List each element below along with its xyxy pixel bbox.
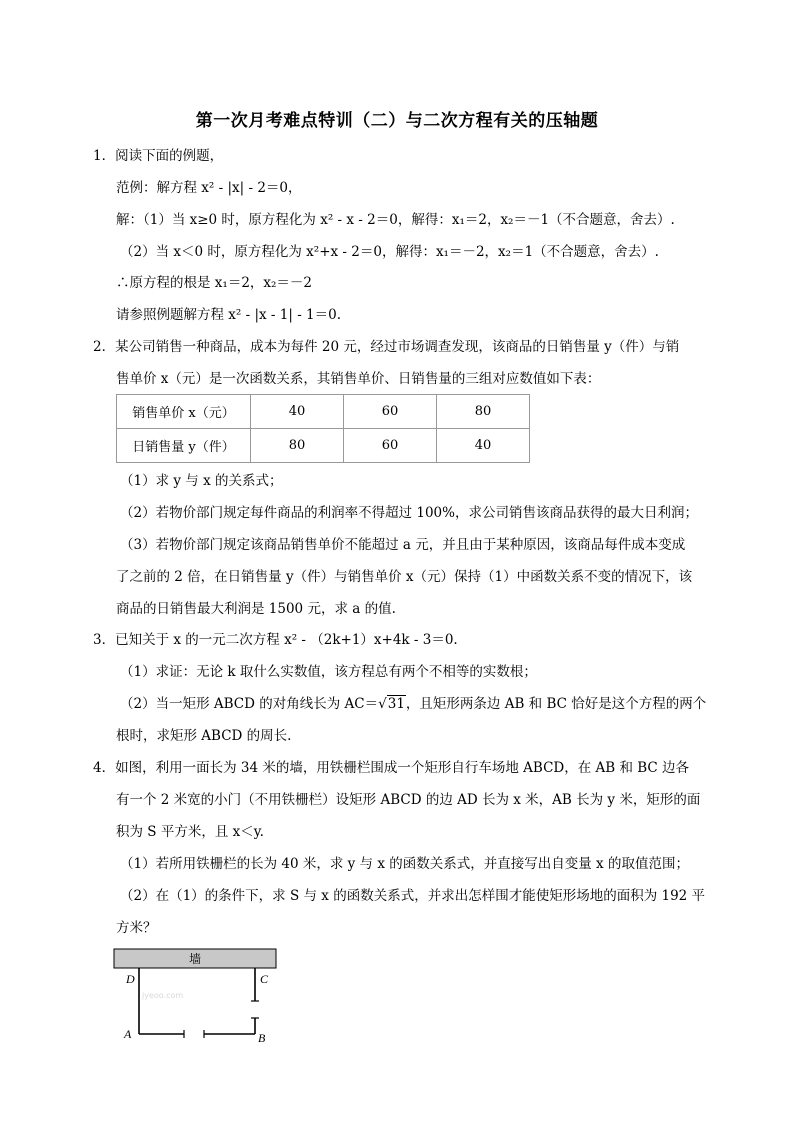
q1-example-prefix: 范例：解方程 — [116, 180, 202, 196]
q3-part2-line1 — [120, 694, 706, 714]
label-b: B — [258, 1031, 266, 1045]
table-cell: 80 — [437, 395, 530, 429]
wall-label: 墙 — [188, 952, 202, 966]
q1-example-equation: x² - |x| - 2＝0， — [201, 180, 302, 196]
table-cell: 60 — [344, 395, 437, 429]
watermark: jyeoo.com — [142, 991, 184, 1000]
q3-line1 — [93, 630, 458, 650]
q2-part3-line1: （3）若物价部门规定该商品销售单价不能超过 a 元，并且由于某种原因，该商品每件成本变成 — [120, 537, 686, 553]
q1-task: 请参照例题解方程 x² - |x - 1| - 1＝0. — [116, 307, 342, 323]
q3-part2-line2: 根时，求矩形 ABCD 的周长. — [116, 728, 292, 744]
q1-solution-case1: 解：（1）当 x≥0 时，原方程化为 x² - x - 2＝0，解得：x₁＝2，x₂＝－1（不合题意，舍去）. — [116, 212, 675, 228]
table-row — [117, 395, 530, 429]
table-cell: 60 — [344, 429, 437, 463]
q4-line1 — [93, 758, 689, 778]
q2-line1 — [93, 337, 679, 357]
q2-line2: 售单价 x（元）是一次函数关系，其销售单价、日销售量的三组对应数值如下表： — [116, 371, 601, 387]
table-cell: 40 — [437, 429, 530, 463]
q4-part2-line1: （2）在（1）的条件下，求 S 与 x 的函数关系式，并求出怎样围才能使矩形场地的面积为 192 平 — [120, 888, 706, 904]
q2-number: 2． — [93, 339, 116, 355]
label-d: D — [126, 972, 135, 986]
q4-line3: 积为 S 平方米，且 x＜y. — [116, 824, 264, 840]
q1-roots: ∴原方程的根是 x₁＝2，x₂＝－2 — [116, 275, 313, 291]
table-header-quantity: 日销售量 y（件） — [117, 429, 251, 463]
q1-solution-case2: （2）当 x＜0 时，原方程化为 x²+x - 2＝0，解得：x₁＝－2，x₂＝1（不合题意，舍去）. — [120, 244, 659, 260]
q1-intro — [93, 146, 223, 166]
table-cell: 40 — [251, 395, 344, 429]
bike-yard-diagram — [112, 946, 282, 1046]
q2-part2: （2）若物价部门规定每件商品的利润率不得超过 100%，求公司销售该商品获得的最大日利润； — [120, 505, 698, 521]
sales-table — [116, 394, 530, 463]
q3-part2-post: ，且矩形两条边 AB 和 BC 恰好是这个方程的两个 — [405, 696, 707, 712]
q3-part2-pre: （2）当一矩形 ABCD 的对角线长为 AC＝ — [120, 696, 379, 712]
q3-line1-text: 已知关于 x 的一元二次方程 x² - （2k+1）x+4k - 3＝0. — [115, 632, 458, 648]
table-row — [117, 429, 530, 463]
q2-line1-text: 某公司销售一种商品，成本为每件 20 元，经过市场调查发现，该商品的日销售量 y（件）与销 — [115, 339, 680, 355]
table-header-price: 销售单价 x（元） — [117, 395, 251, 429]
label-a: A — [124, 1027, 132, 1041]
q1-intro-text: 阅读下面的例题， — [115, 148, 224, 164]
q4-line1-text: 如图，利用一面长为 34 米的墙，用铁栅栏围成一个矩形自行车场地 ABCD，在 AB 和 BC 边各 — [115, 760, 690, 776]
q3-part1: （1）求证：无论 k 取什么实数值，该方程总有两个不相等的实数根； — [120, 664, 537, 680]
q4-line2: 有一个 2 米宽的小门（不用铁栅栏）设矩形 ABCD 的边 AD 长为 x 米，AB 长为 y 米，矩形的面 — [116, 792, 701, 808]
q4-part2-line2: 方米？ — [116, 920, 157, 936]
q2-part3-line2: 了之前的 2 倍，在日销售量 y（件）与销售单价 x（元）保持（1）中函数关系不变的情况下，该 — [116, 569, 693, 585]
page-title: 第一次月考难点特训（二）与二次方程有关的压轴题 — [195, 111, 599, 131]
q2-part3-line3: 商品的日销售最大利润是 1500 元，求 a 的值. — [116, 601, 396, 617]
label-c: C — [260, 972, 269, 986]
table-cell: 80 — [251, 429, 344, 463]
sqrt-sign: √ — [378, 696, 387, 712]
sqrt-radicand: 31 — [387, 696, 405, 712]
q3-number: 3． — [93, 632, 116, 648]
q4-part1: （1）若所用铁栅栏的长为 40 米，求 y 与 x 的函数关系式，并直接写出自变量 x 的取值范围； — [120, 856, 689, 872]
q1-example — [116, 178, 302, 198]
q1-number: 1． — [93, 148, 116, 164]
q2-part1: （1）求 y 与 x 的关系式； — [120, 473, 283, 489]
q4-number: 4． — [93, 760, 116, 776]
